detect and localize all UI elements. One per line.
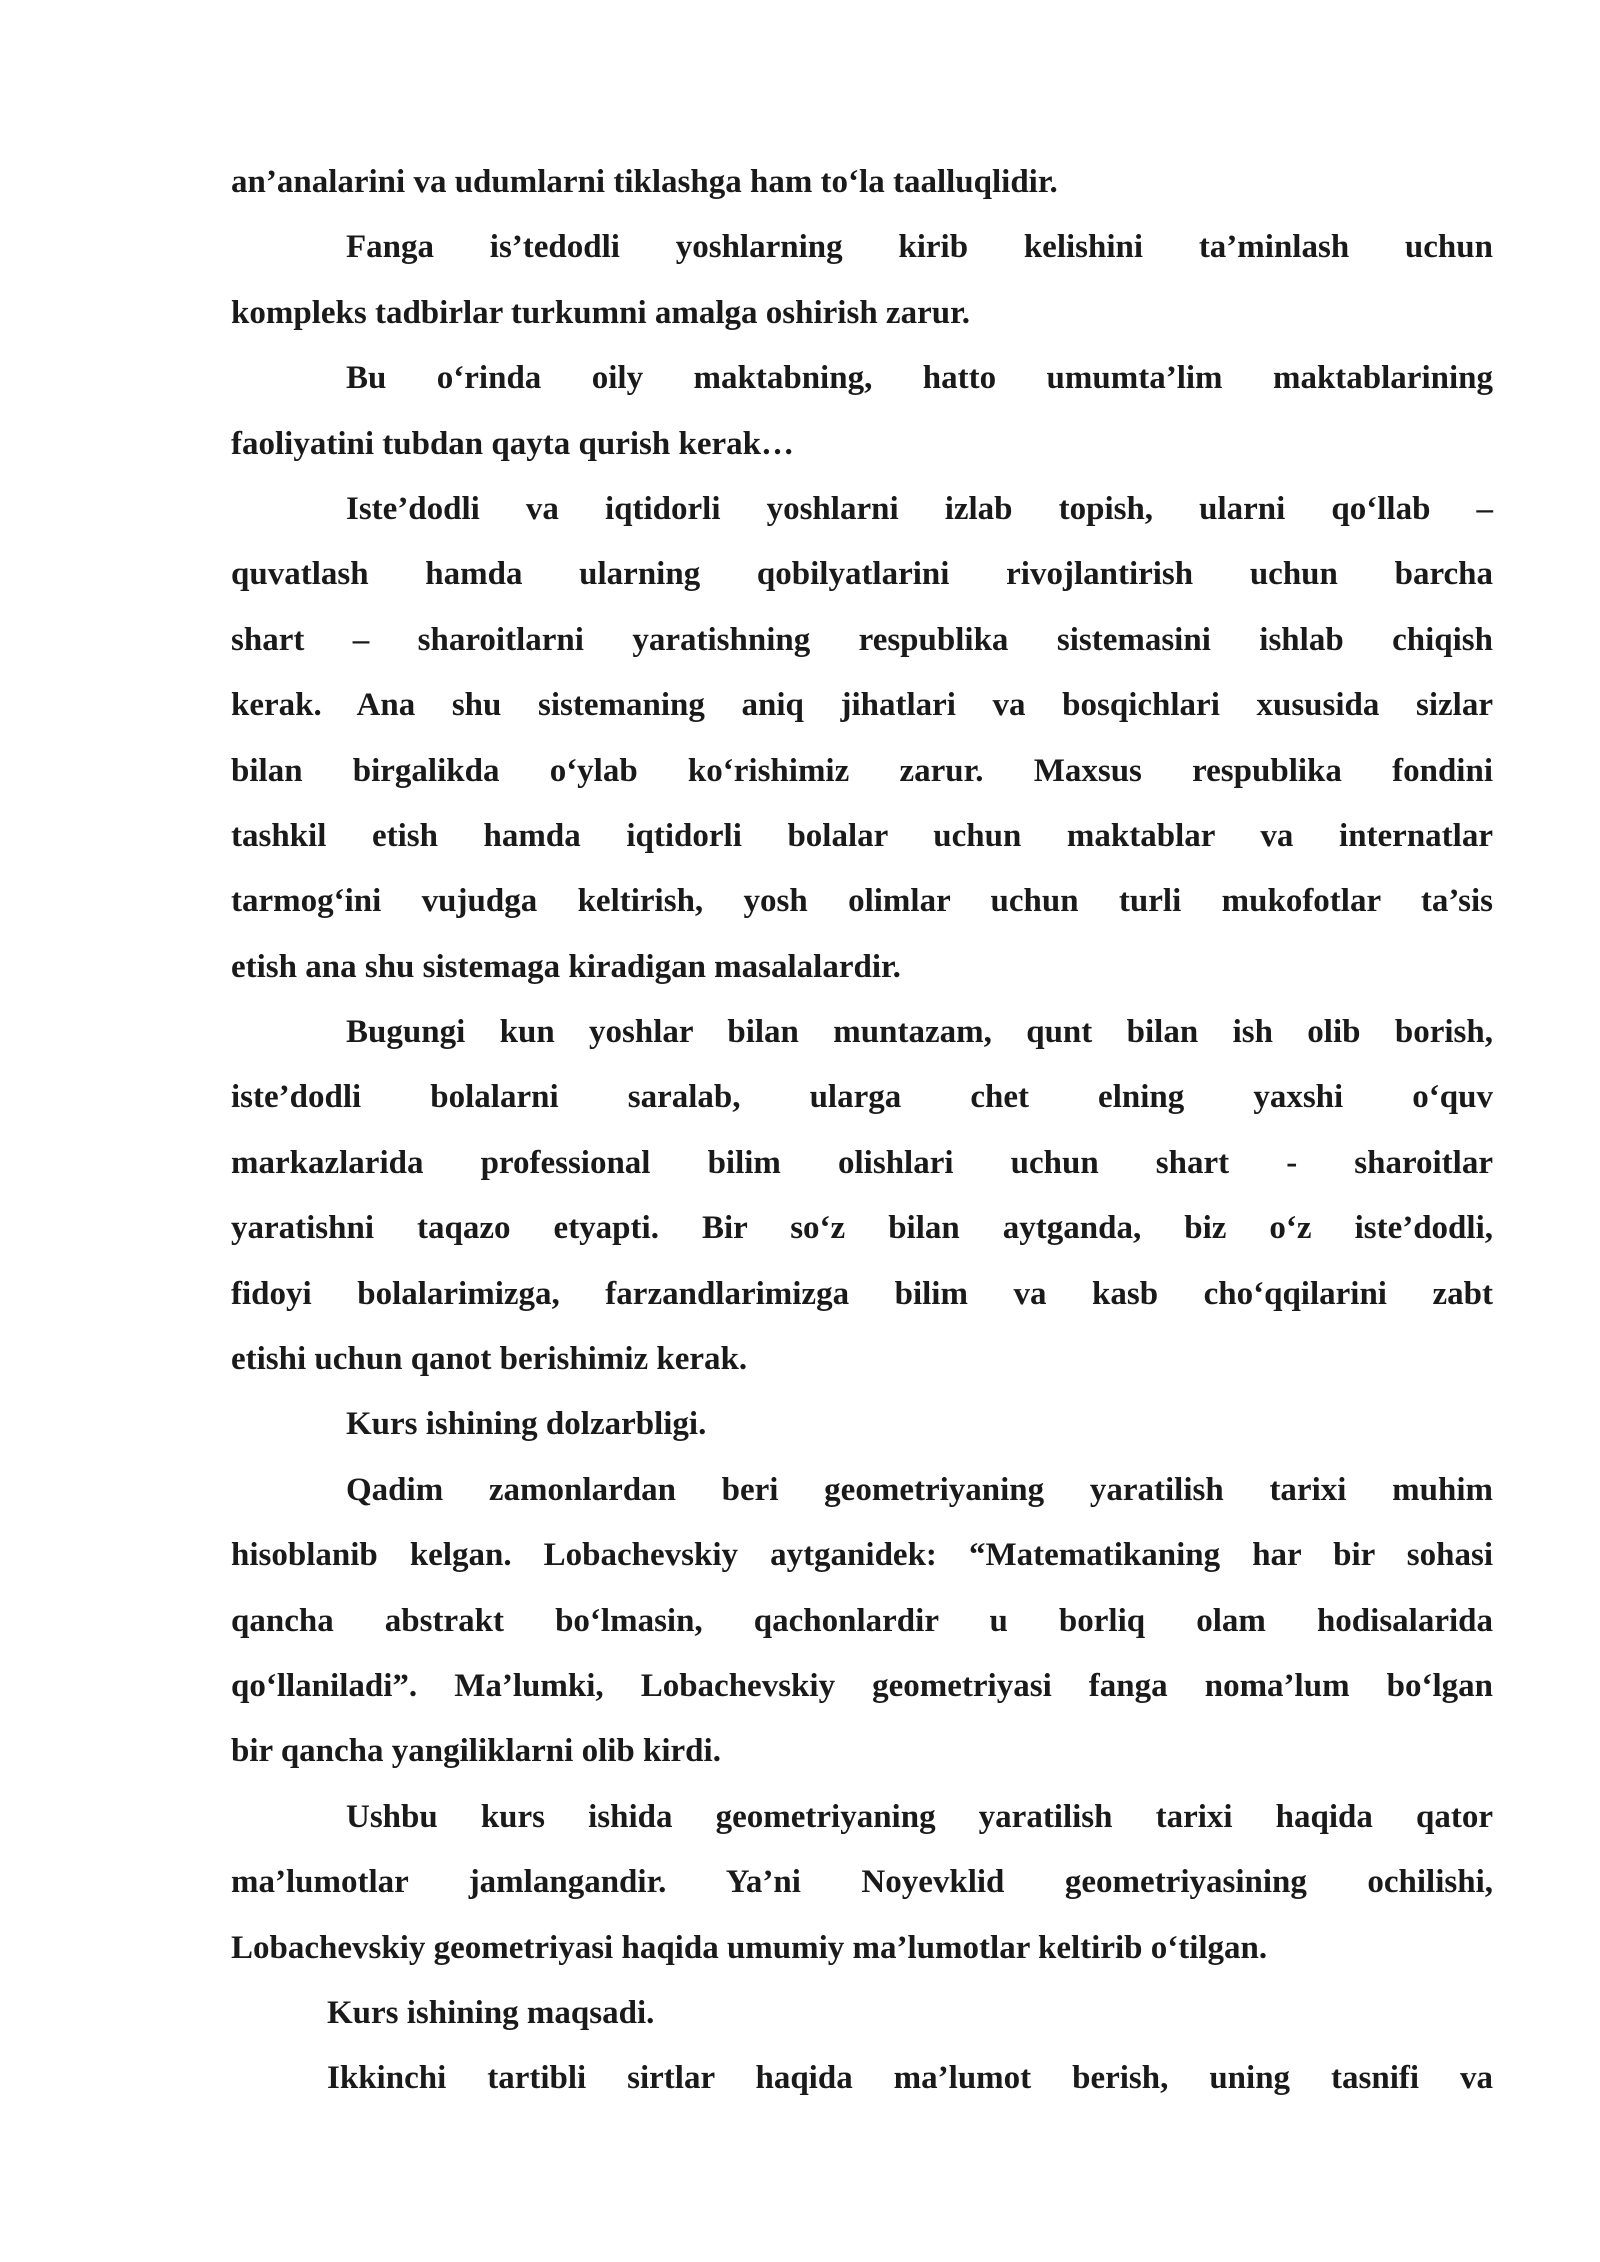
paragraph-first-line: Fanga is’tedodli yoshlarning kirib kelishini ta’minlash uchun [346, 229, 1493, 266]
text-line: hisoblanib kelgan. Lobachevskiy aytganidek: “Matematikaning har bir sohasi [231, 1537, 1493, 1574]
text-line: etishi uchun qanot berishimiz kerak. [231, 1341, 748, 1378]
text-line: faoliyatini tubdan qayta qurish kerak… [231, 425, 794, 462]
text-line: iste’dodli bolalarni saralab, ularga chet elning yaxshi o‘quv [231, 1079, 1493, 1116]
text-line: bilan birgalikda o‘ylab ko‘rishimiz zarur. Maxsus respublika fondini [231, 752, 1493, 789]
text-line: yaratishni taqazo etyapti. Bir so‘z bilan aytganda, biz o‘z iste’dodli, [231, 1210, 1493, 1247]
paragraph-first-line: Ikkinchi tartibli sirtlar haqida ma’lumot berish, uning tasnifi va [327, 2060, 1493, 2097]
text-line: shart – sharoitlarni yaratishning respublika sistemasini ishlab chiqish [231, 621, 1493, 658]
paragraph-first-line: Bu o‘rinda oily maktabning, hatto umumta’lim maktablarining [346, 360, 1493, 397]
section-heading: Kurs ishining maqsadi. [327, 1994, 655, 2031]
text-line: fidoyi bolalarimizga, farzandlarimizga bilim va kasb cho‘qqilarini zabt [231, 1275, 1493, 1312]
text-line: Lobachevskiy geometriyasi haqida umumiy ma’lumotlar keltirib o‘tilgan. [231, 1929, 1268, 1966]
paragraph-first-line: Bugungi kun yoshlar bilan muntazam, qunt bilan ish olib borish, [346, 1014, 1493, 1051]
text-line: kompleks tadbirlar turkumni amalga oshirish zarur. [231, 294, 970, 331]
section-heading: Kurs ishining dolzarbligi. [346, 1406, 707, 1443]
text-line: tashkil etish hamda iqtidorli bolalar uchun maktablar va internatlar [231, 817, 1493, 854]
text-line: kerak. Ana shu sistemaning aniq jihatlari va bosqichlari xususida sizlar [231, 687, 1493, 724]
paragraph-first-line: Qadim zamonlardan beri geometriyaning yaratilish tarixi muhim [346, 1471, 1493, 1508]
text-line: etish ana shu sistemaga kiradigan masalalardir. [231, 948, 901, 985]
text-line: qo‘llaniladi”. Ma’lumki, Lobachevskiy geometriyasi fanga noma’lum bo‘lgan [231, 1667, 1493, 1704]
text-line: tarmog‘ini vujudga keltirish, yosh olimlar uchun turli mukofotlar ta’sis [231, 883, 1493, 920]
text-line: bir qancha yangiliklarni olib kirdi. [231, 1733, 721, 1770]
paragraph-first-line: Iste’dodli va iqtidorli yoshlarni izlab topish, ularni qo‘llab – [346, 490, 1493, 527]
paragraph-first-line: Ushbu kurs ishida geometriyaning yaratilish tarixi haqida qator [346, 1798, 1493, 1835]
text-line: ma’lumotlar jamlangandir. Ya’ni Noyevklid geometriyasining ochilishi, [231, 1864, 1493, 1901]
text-line: quvatlash hamda ularning qobilyatlarini rivojlantirish uchun barcha [231, 556, 1493, 593]
body-text [231, 150, 1493, 2112]
text-line: markazlarida professional bilim olishlari uchun shart - sharoitlar [231, 1144, 1493, 1181]
text-line: qancha abstrakt bo‘lmasin, qachonlardir u borliq olam hodisalarida [231, 1602, 1493, 1639]
text-line: an’analarini va udumlarni tiklashga ham to‘la taalluqlidir. [231, 164, 1058, 200]
